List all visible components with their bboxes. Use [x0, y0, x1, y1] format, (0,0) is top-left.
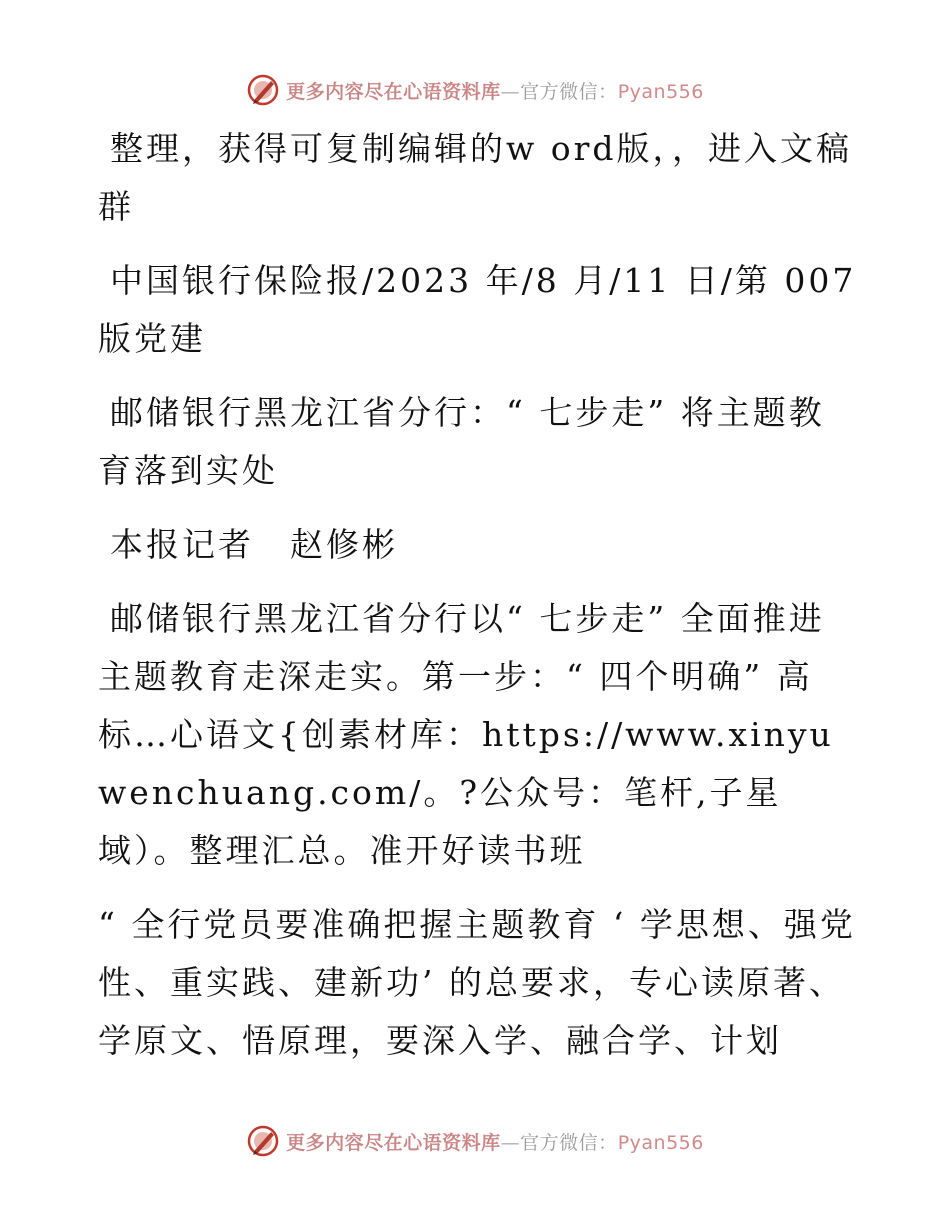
watermark-official: 官方微信：: [520, 80, 618, 103]
pen-logo-icon: [246, 73, 280, 107]
watermark-wechat-id: Pyan556: [617, 1131, 704, 1154]
watermark-brand: 更多内容尽在心语资料库: [286, 80, 501, 103]
paragraph-body-1: 邮储银行黑龙江省分行以“ 七步走” 全面推进主题教育走深走实。第一步：“ 四个明确” 高标…心语文{创素材库：https://www.xinyuwenchuang.com/。?公众号：笔杆,子星域）。整理汇总。准开好读书班: [98, 599, 834, 870]
header-watermark: [0, 70, 950, 110]
watermark-dash: —: [500, 80, 521, 103]
paragraph-body-2: “ 全行党员要准确把握主题教育 ‘ 学思想、强党性、重实践、建新功’ 的总要求，专心读原著、学原文、悟原理，要深入学、融合学、计划: [98, 905, 856, 1060]
watermark-text: [286, 77, 704, 104]
footer-watermark: [0, 1121, 950, 1161]
paragraph-intro: 整理，获得可复制编辑的w ord版，，进入文稿群: [98, 129, 853, 226]
paragraph-source: 中国银行保险报/2023 年/8 月/11 日/第 007 版党建: [98, 261, 870, 358]
article-byline: 本报记者 赵修彬: [110, 525, 398, 564]
watermark-wechat-id: Pyan556: [617, 80, 704, 103]
watermark-official: 官方微信：: [520, 1131, 618, 1154]
watermark-brand: 更多内容尽在心语资料库: [286, 1131, 501, 1154]
pen-logo-icon: [246, 1124, 280, 1158]
watermark-dash: —: [500, 1131, 521, 1154]
watermark-text: [286, 1128, 704, 1155]
watermark-group: [246, 1124, 704, 1158]
article-title: 邮储银行黑龙江省分行：“ 七步走” 将主题教育落到实处: [98, 393, 825, 490]
document-body: [98, 120, 870, 1086]
watermark-group: [246, 73, 704, 107]
